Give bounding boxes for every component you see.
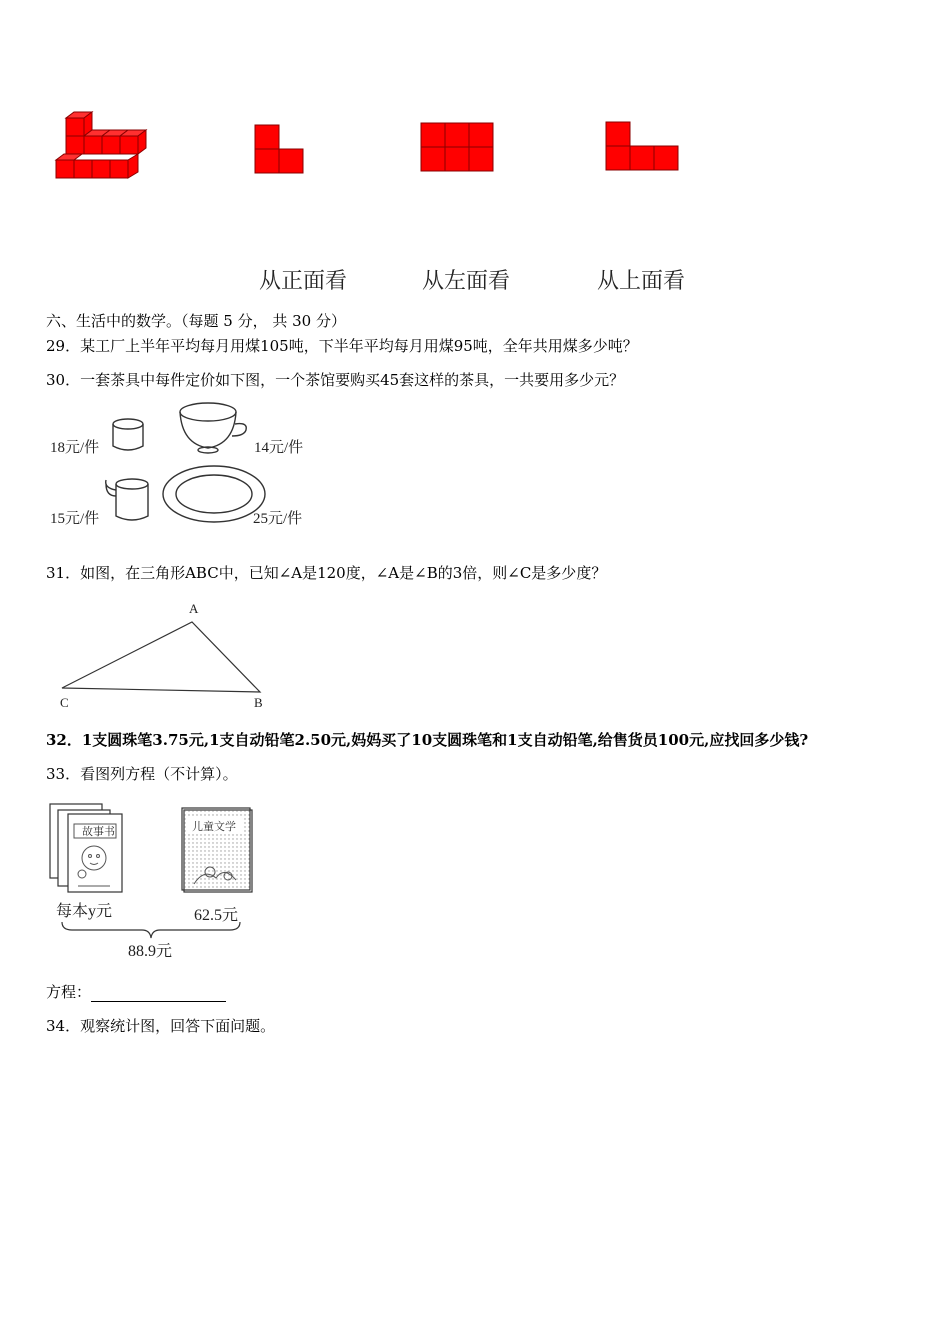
story-book-title: 故事书 bbox=[82, 825, 115, 838]
left-view-label: 从左面看 bbox=[422, 269, 511, 294]
kids-lit-price: 62.5元 bbox=[194, 907, 239, 924]
question-34: 34．观察统计图，回答下面问题。 bbox=[46, 1017, 276, 1035]
plate-price: 25元/件 bbox=[253, 511, 303, 527]
each-book-price: 每本y元 bbox=[56, 903, 113, 920]
triangle-abc bbox=[56, 614, 266, 698]
question-30: 30．一套茶具中每件定价如下图，一个茶馆要购买45套这样的茶具，一共要用多少元？ bbox=[46, 371, 625, 389]
question-33: 33．看图列方程（不计算）。 bbox=[46, 765, 238, 783]
tea-cup-drawing bbox=[108, 416, 150, 456]
question-29: 29．某工厂上半年平均每月用煤105吨，下半年平均每月用煤95吨，全年共用煤多少吨？ bbox=[46, 337, 638, 355]
question-31: 31．如图，在三角形ABC中，已知∠A是120度，∠A是∠B的3倍，则∠C是多少度？ bbox=[46, 564, 607, 582]
left-view-shape bbox=[420, 122, 496, 174]
pot-price: 15元/件 bbox=[50, 511, 100, 527]
cup-price: 18元/件 bbox=[50, 440, 100, 456]
question-32: 32．1支圆珠笔3.75元,1支自动铅笔2.50元,妈妈买了10支圆珠笔和1支自动铅笔,给售货员100元,应找回多少钱? bbox=[46, 731, 809, 749]
triangle-label-b: B bbox=[254, 695, 263, 710]
equation-label: 方程： bbox=[46, 983, 92, 1001]
triangle-label-c: C bbox=[60, 695, 69, 710]
tea-bowl-drawing bbox=[176, 400, 250, 456]
triangle-label-a: A bbox=[189, 601, 199, 616]
front-view-label: 从正面看 bbox=[259, 269, 348, 294]
bowl-price: 14元/件 bbox=[254, 440, 304, 456]
cube-stack-figure bbox=[50, 108, 150, 186]
plate-drawing bbox=[160, 462, 268, 526]
total-price: 88.9元 bbox=[128, 943, 173, 960]
equation-line bbox=[46, 982, 226, 1002]
top-view-shape bbox=[605, 121, 681, 173]
front-view-shape bbox=[254, 124, 306, 176]
tea-pot-drawing bbox=[100, 474, 154, 526]
kids-lit-title: 儿童文学 bbox=[192, 820, 236, 833]
kids-literature-book-drawing bbox=[180, 806, 256, 896]
story-books-drawing bbox=[48, 800, 126, 894]
section-six-heading: 六、生活中的数学。（每题 5 分， 共 30 分） bbox=[46, 312, 346, 330]
equation-answer-blank[interactable] bbox=[91, 985, 226, 1002]
top-view-label: 从上面看 bbox=[597, 269, 686, 294]
total-brace bbox=[60, 920, 242, 940]
